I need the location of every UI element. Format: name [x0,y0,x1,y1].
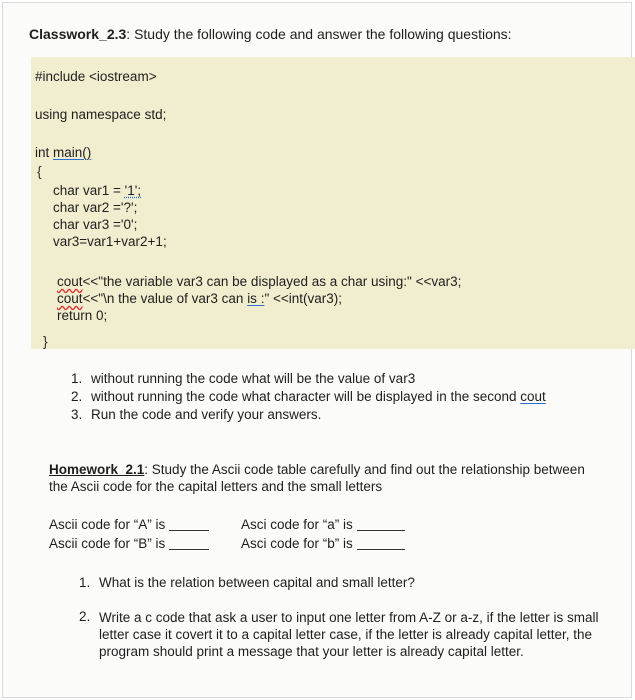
homework-question-1: 1. What is the relation between capital and small letter? [79,575,415,590]
cout-keyword: cout [57,291,83,306]
code-using: using namespace std; [35,107,167,122]
code-var2: char var2 ='?'; [53,200,138,215]
ascii-row-b-left: Ascii code for “B” is [49,536,209,551]
code-var1: char var1 = '1'; [53,183,142,198]
main-function-name: main() [53,145,92,160]
homework-title [49,461,599,495]
code-assign: var3=var1+var2+1; [53,234,167,249]
code-close-brace: } [43,333,48,349]
ascii-row-a-right: Asci code for “a” is [241,517,405,532]
classwork-title-label: Classwork_2.3 [29,26,127,42]
answer-blank [357,529,405,531]
answer-blank [169,548,209,550]
ascii-row-a-left: Ascii code for “A” is [49,517,209,532]
ascii-row-b-right: Asci code for “b” is [241,536,405,551]
code-include: #include <iostream> [35,69,157,84]
code-var3: char var3 ='0'; [53,217,138,232]
homework-title-label: Homework_2.1 [49,462,145,477]
answer-blank [169,529,209,531]
var1-value: '1'; [124,183,142,198]
classwork-title [29,26,512,42]
classwork-question-3: 3. Run the code and verify your answers. [71,407,322,422]
code-return: return 0; [57,308,108,323]
classwork-title-text: : Study the following code and answer the following questions: [126,26,512,42]
code-open-brace: { [37,163,42,179]
cout-keyword: cout [520,389,546,404]
code-main: int main() [35,145,92,160]
classwork-question-1: 1. without running the code what will be the value of var3 [71,371,416,386]
homework-title-text: : Study the Ascii code table carefully and find out the relationship between the Ascii code for the capital letters and the small letters [49,462,585,494]
homework-question-2: 2. Write a c code that ask a user to input one letter from A-Z or a-z, if the letter is small letter case it covert it to a capital letter case, if the letter is already capital letter, the program should print a message that your letter is already capital letter. [79,609,599,659]
cout-keyword: cout [57,274,83,289]
answer-blank [357,548,405,550]
document-page [2,2,632,698]
classwork-question-2: 2. without running the code what character will be displayed in the second cout [71,389,546,404]
code-cout-1: cout<<"the variable var3 can be displayed as a char using:" <<var3; [57,274,462,289]
code-cout-2: cout<<"\n the value of var3 can is :" <<int(var3); [57,291,343,306]
